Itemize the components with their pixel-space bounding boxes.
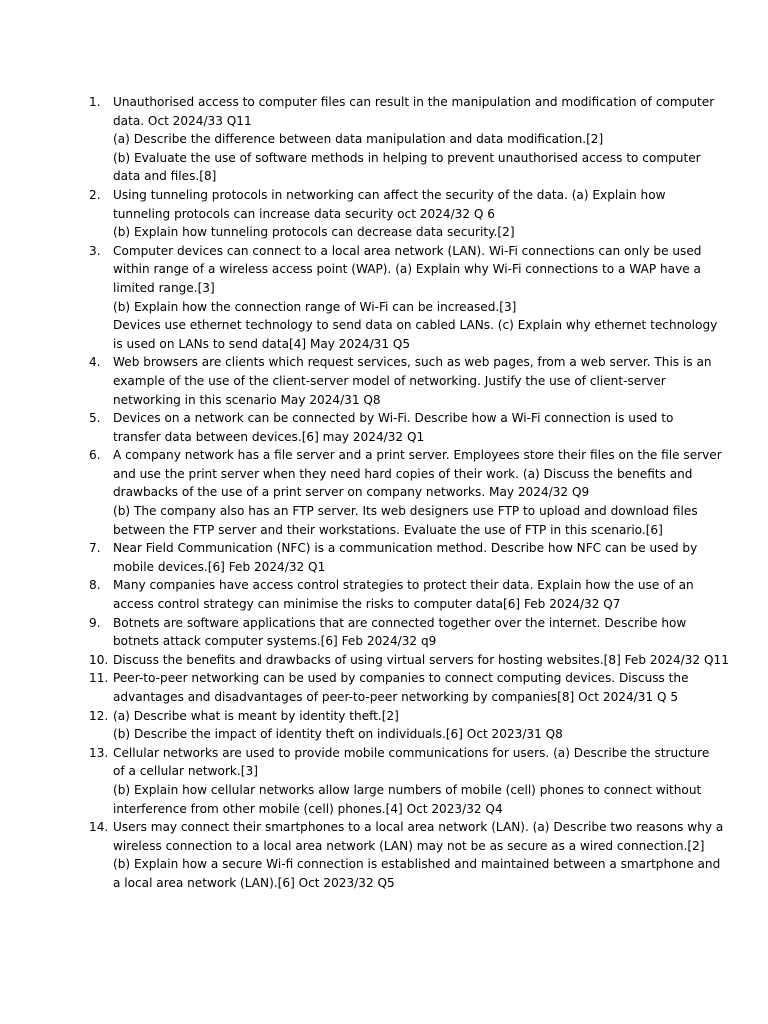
question-text-line: (b) Explain how the connection range of Wi-Fi can be increased.[3]	[113, 299, 517, 314]
question-text-line: wireless connection to a local area network (LAN) may not be as secure as a wired connection.[2]	[113, 838, 705, 853]
question-item	[0, 651, 768, 670]
question-number: 9.	[89, 615, 101, 630]
question-number: 12.	[89, 708, 109, 723]
question-text-line: is used on LANs to send data[4] May 2024/31 Q5	[113, 336, 411, 351]
question-text-line: tunneling protocols can increase data security oct 2024/32 Q 6	[113, 206, 495, 221]
question-text-line: example of the use of the client-server model of networking. Justify the use of client-server	[113, 373, 666, 388]
question-text-line: and use the print server when they need hard copies of their work. (a) Discuss the benefits and	[113, 466, 693, 481]
question-item	[0, 818, 768, 892]
question-number: 2.	[89, 187, 101, 202]
question-text-line: botnets attack computer systems.[6] Feb 2024/32 q9	[113, 634, 437, 649]
question-item	[0, 576, 768, 613]
question-text-line: Discuss the benefits and drawbacks of using virtual servers for hosting websites.[8] Feb 2024/32 Q11	[113, 652, 729, 667]
question-text-line: Web browsers are clients which request services, such as web pages, from a web server. This is an	[113, 355, 712, 370]
question-number: 14.	[89, 820, 109, 835]
question-number: 4.	[89, 355, 101, 370]
question-item	[0, 186, 768, 242]
question-item	[0, 446, 768, 539]
question-text-line: Users may connect their smartphones to a local area network (LAN). (a) Describe two reasons why a	[113, 820, 724, 835]
question-number: 13.	[89, 745, 109, 760]
question-number: 3.	[89, 243, 101, 258]
question-number: 8.	[89, 578, 101, 593]
question-text-line: data. Oct 2024/33 Q11	[113, 113, 252, 128]
question-text-line: data and files.[8]	[113, 169, 217, 184]
question-text-line: (a) Describe the difference between data manipulation and data modification.[2]	[113, 132, 604, 147]
question-text-line: between the FTP server and their workstations. Evaluate the use of FTP in this scenario.[6]	[113, 522, 663, 537]
question-text-line: a local area network (LAN).[6] Oct 2023/32 Q5	[113, 875, 395, 890]
question-text-line: advantages and disadvantages of peer-to-peer networking by companies[8] Oct 2024/31 Q 5	[113, 690, 679, 704]
question-text-line: (b) Explain how a secure Wi-fi connection is established and maintained between a smartphone and	[113, 857, 721, 872]
question-text-line: Cellular networks are used to provide mobile communications for users. (a) Describe the structure	[113, 745, 710, 760]
question-item	[0, 614, 768, 651]
question-text-line: Computer devices can connect to a local area network (LAN). Wi-Fi connections can only be used	[113, 243, 702, 258]
question-list	[0, 93, 768, 893]
question-number: 5.	[89, 411, 101, 426]
question-text-line: (b) Describe the impact of identity theft on individuals.[6] Oct 2023/31 Q8	[113, 727, 563, 742]
question-text-line: interference from other mobile (cell) phones.[4] Oct 2023/32 Q4	[113, 801, 503, 816]
question-text-line: transfer data between devices.[6] may 2024/32 Q1	[113, 429, 425, 444]
question-item	[0, 353, 768, 409]
question-number: 11.	[89, 671, 109, 686]
question-text-line: (b) Explain how tunneling protocols can decrease data security.[2]	[113, 225, 515, 240]
question-item	[0, 242, 768, 354]
question-text-line: Many companies have access control strategies to protect their data. Explain how the use of an	[113, 578, 694, 593]
question-text-line: within range of a wireless access point (WAP). (a) Explain why Wi-Fi connections to a WAP have a	[113, 262, 701, 277]
question-text-line: access control strategy can minimise the risks to computer data[6] Feb 2024/32 Q7	[113, 597, 621, 612]
question-item	[0, 539, 768, 576]
question-text-line: (b) Evaluate the use of software methods in helping to prevent unauthorised access to computer	[113, 150, 701, 165]
question-text-line: (a) Describe what is meant by identity theft.[2]	[113, 708, 399, 723]
question-text-line: of a cellular network.[3]	[113, 764, 258, 779]
question-number: 1.	[89, 95, 101, 109]
question-text-line: Devices use ethernet technology to send data on cabled LANs. (c) Explain why ethernet technology	[113, 318, 718, 333]
question-text-line: A company network has a file server and a print server. Employees store their files on the file server	[113, 448, 722, 463]
question-text-line: Botnets are software applications that are connected together over the internet. Describe how	[113, 615, 687, 630]
question-item	[0, 409, 768, 446]
question-text-line: limited range.[3]	[113, 280, 215, 295]
question-text-line: Peer-to-peer networking can be used by companies to connect computing devices. Discuss the	[113, 671, 689, 686]
question-text-line: mobile devices.[6] Feb 2024/32 Q1	[113, 559, 326, 574]
question-item	[0, 744, 768, 818]
question-text-line: Unauthorised access to computer files can result in the manipulation and modification of computer	[113, 95, 715, 109]
question-text-line: Using tunneling protocols in networking can affect the security of the data. (a) Explain how	[113, 187, 666, 202]
question-text-line: drawbacks of the use of a print server on company networks. May 2024/32 Q9	[113, 485, 590, 500]
question-item	[0, 669, 768, 706]
question-number: 6.	[89, 448, 101, 463]
question-item	[0, 93, 768, 186]
question-text-line: (b) The company also has an FTP server. Its web designers use FTP to upload and download files	[113, 504, 698, 519]
question-number: 7.	[89, 541, 101, 556]
question-text-line: networking in this scenario May 2024/31 Q8	[113, 392, 381, 407]
question-text-line: (b) Explain how cellular networks allow large numbers of mobile (cell) phones to connect without	[113, 782, 702, 797]
question-number: 10.	[89, 652, 109, 667]
question-text-line: Near Field Communication (NFC) is a communication method. Describe how NFC can be used by	[113, 541, 698, 556]
question-text-line: Devices on a network can be connected by Wi-Fi. Describe how a Wi-Fi connection is used to	[113, 411, 674, 426]
question-item	[0, 707, 768, 744]
